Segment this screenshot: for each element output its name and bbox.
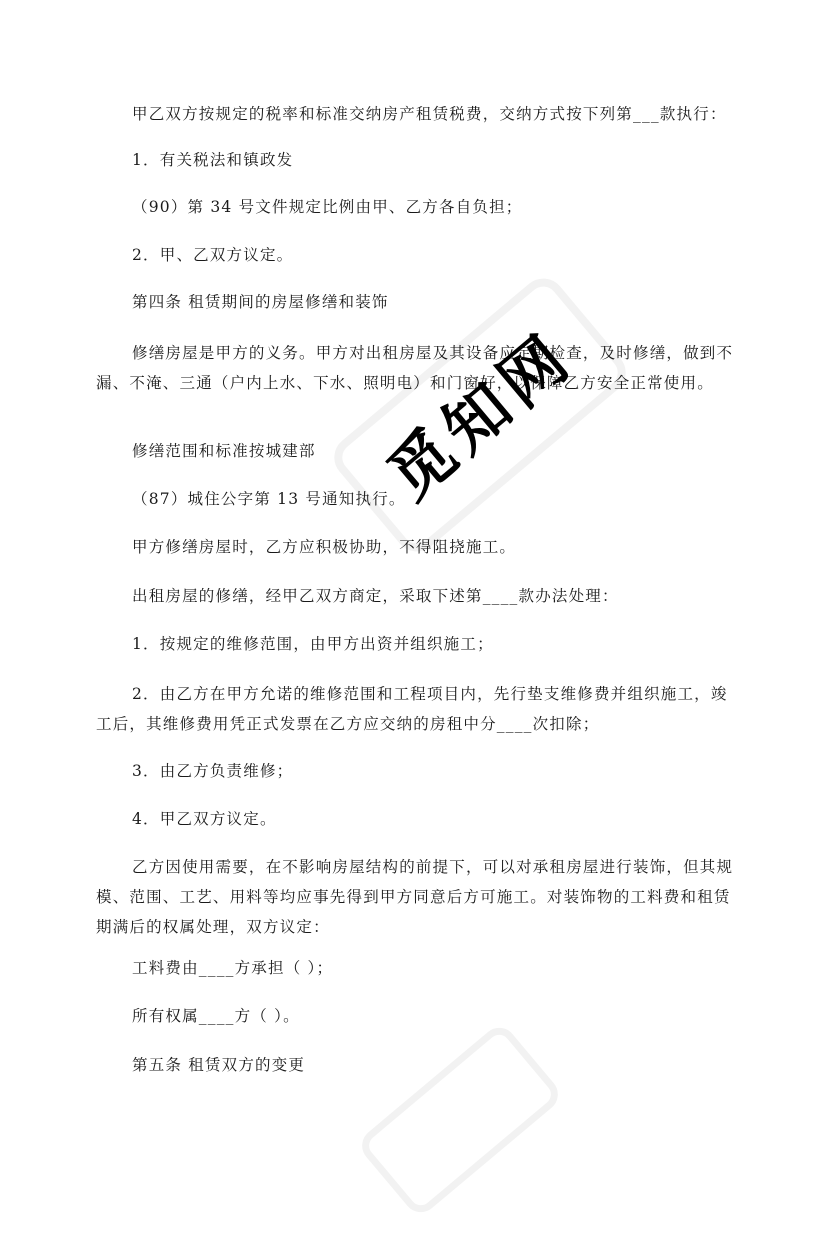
paragraph-material-cost: 工料费由____方承担（ ）； <box>132 959 334 977</box>
paragraph-decoration: 乙方因使用需要，在不影响房屋结构的前提下，可以对承租房屋进行装饰，但其规模、范围、工艺、用料等均应事先得到甲方同意后方可施工。对装饰物的工料费和租赁期满后的权属处理，双方议定： <box>96 858 734 936</box>
paragraph-repair-item-3: 3．由乙方负责维修； <box>132 762 294 780</box>
paragraph-repair-item-1: 1．按规定的维修范围，由甲方出资并组织施工； <box>132 635 494 653</box>
paragraph-repair-method: 出租房屋的修缮，经甲乙双方商定，采取下述第____款办法处理： <box>132 587 619 605</box>
paragraph-repair-scope: 修缮范围和标准按城建部 <box>132 442 316 460</box>
paragraph-tax-item-1-cont: （90）第 34 号文件规定比例由甲、乙方各自负担； <box>132 198 523 216</box>
paragraph-repair-item-2: 2．由乙方在甲方允诺的维修范围和工程项目内，先行垫支维修费并组织施工，竣工后，其维修费用凭正式发票在乙方应交纳的房租中分____次扣除； <box>96 685 728 733</box>
paragraph-repair-scope-cont: （87）城住公字第 13 号通知执行。 <box>132 490 406 508</box>
paragraph-repair-assist: 甲方修缮房屋时，乙方应积极协助，不得阻挠施工。 <box>132 538 517 556</box>
watermark-stamp-icon-bottom <box>345 1010 575 1230</box>
paragraph-ownership: 所有权属____方（ ）。 <box>132 1007 300 1025</box>
heading-article-5: 第五条 租赁双方的变更 <box>132 1056 306 1074</box>
paragraph-repair-obligation: 修缮房屋是甲方的义务。甲方对出租房屋及其设备应定期检查，及时修缮，做到不漏、不淹、三通（户内上水、下水、照明电）和门窗好，以保障乙方安全正常使用。 <box>96 344 734 392</box>
paragraph-tax-item-1: 1．有关税法和镇政发 <box>132 151 294 169</box>
paragraph-repair-item-4: 4．甲乙双方议定。 <box>132 810 277 828</box>
heading-article-4: 第四条 租赁期间的房屋修缮和装饰 <box>132 293 389 311</box>
watermark-logo-bottom <box>345 1010 575 1230</box>
paragraph-tax-item-2: 2．甲、乙双方议定。 <box>132 246 294 264</box>
paragraph-tax-payment: 甲乙双方按规定的税率和标准交纳房产租赁税费，交纳方式按下列第___款执行： <box>132 105 727 123</box>
